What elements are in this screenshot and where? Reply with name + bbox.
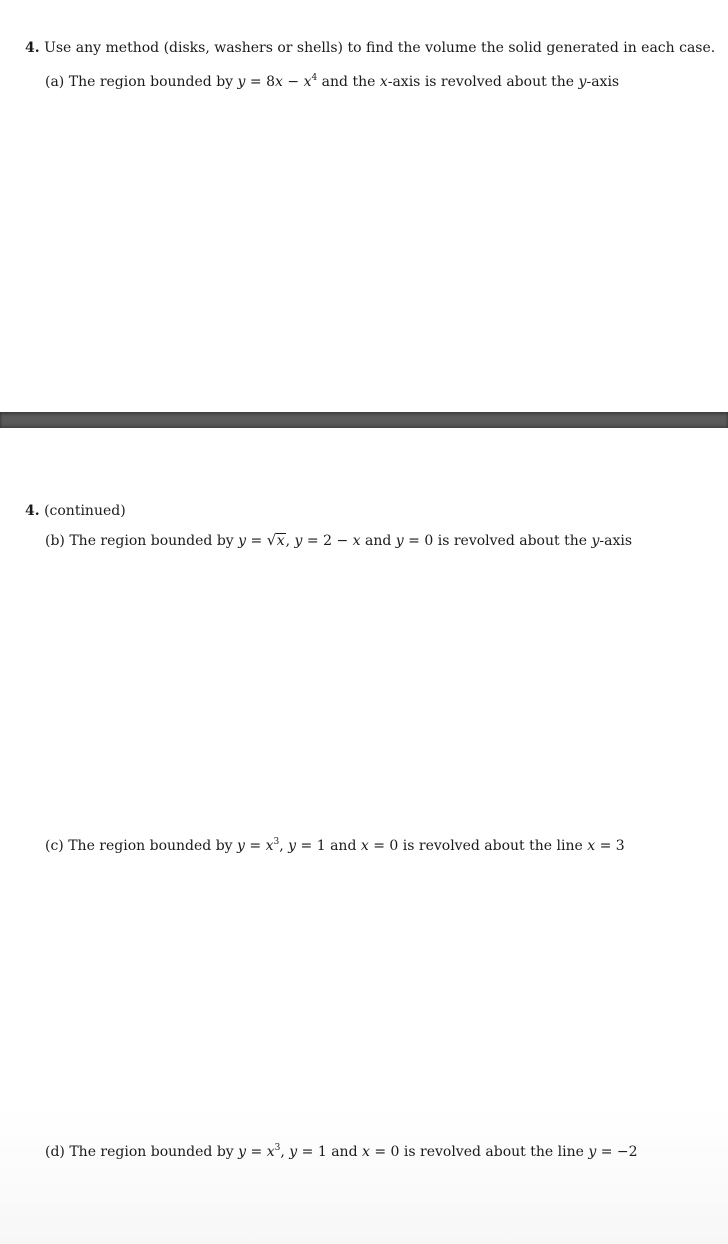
- part-c-text-mid: is revolved about the line: [402, 838, 583, 854]
- part-b-equation-1: y = √ x: [238, 531, 285, 549]
- part-c: (c) The region bounded by $y = x^3$, y = 1 and x = 0 is revolved about the line x = 3: [45, 837, 625, 854]
- part-c-equation-2: y = 1: [288, 838, 326, 854]
- part-b-about-axis: y-axis: [591, 533, 633, 549]
- part-d-text: The region bounded by: [69, 1144, 234, 1160]
- page-separator: [0, 412, 728, 428]
- part-a-about-axis: y-axis: [578, 74, 620, 90]
- part-d-equation-1: $y = x^3$: [238, 1143, 281, 1160]
- part-a-text: The region bounded by: [68, 74, 234, 90]
- page-1: [0, 0, 728, 412]
- problem-instruction: Use any method (disks, washers or shells) to find the volume the solid generated in each case.: [44, 40, 716, 56]
- part-a-axis: x-axis is revolved about the: [379, 74, 575, 90]
- continued-label: (continued): [44, 503, 126, 519]
- part-b-equation-3: y = 0: [395, 533, 434, 549]
- part-d-axis-line: y = −2: [588, 1144, 638, 1160]
- part-b-label: (b): [45, 533, 65, 549]
- part-c-label: (c): [45, 838, 64, 854]
- problem-number-continued: 4.: [25, 503, 40, 519]
- part-b-text: The region bounded by: [69, 533, 234, 549]
- problem-4-continued-heading: [25, 502, 126, 520]
- part-d-text-mid: is revolved about the line: [403, 1144, 584, 1160]
- part-c-equation-1: $y = x^3$: [237, 837, 280, 854]
- part-a-label: (a): [45, 74, 65, 90]
- part-c-and: and: [330, 838, 357, 854]
- page-2: [0, 428, 728, 1244]
- part-a: [45, 73, 619, 91]
- part-a-equation: $y = 8x - x^4$: [237, 73, 318, 90]
- part-c-equation-3: x = 0: [360, 838, 399, 854]
- part-b-and: and: [365, 533, 392, 549]
- part-b: (b) The region bounded by y = √ x, y = 2 − x and y = 0 is revolved about the y-axis: [45, 531, 633, 549]
- part-b-text-mid: is revolved about the: [437, 533, 588, 549]
- part-d: (d) The region bounded by $y = x^3$, y = 1 and x = 0 is revolved about the line y = −2: [45, 1143, 638, 1160]
- part-a-text-mid: and the: [321, 74, 376, 90]
- part-d-equation-3: x = 0: [361, 1144, 400, 1160]
- part-d-label: (d): [45, 1144, 65, 1160]
- part-d-equation-2: y = 1: [289, 1144, 327, 1160]
- problem-4-heading: [25, 39, 715, 57]
- part-b-equation-2: y = 2 − x: [294, 533, 361, 549]
- part-c-axis-line: x = 3: [587, 838, 625, 854]
- part-d-and: and: [331, 1144, 358, 1160]
- part-c-text: The region bounded by: [68, 838, 233, 854]
- problem-number: 4.: [25, 40, 40, 56]
